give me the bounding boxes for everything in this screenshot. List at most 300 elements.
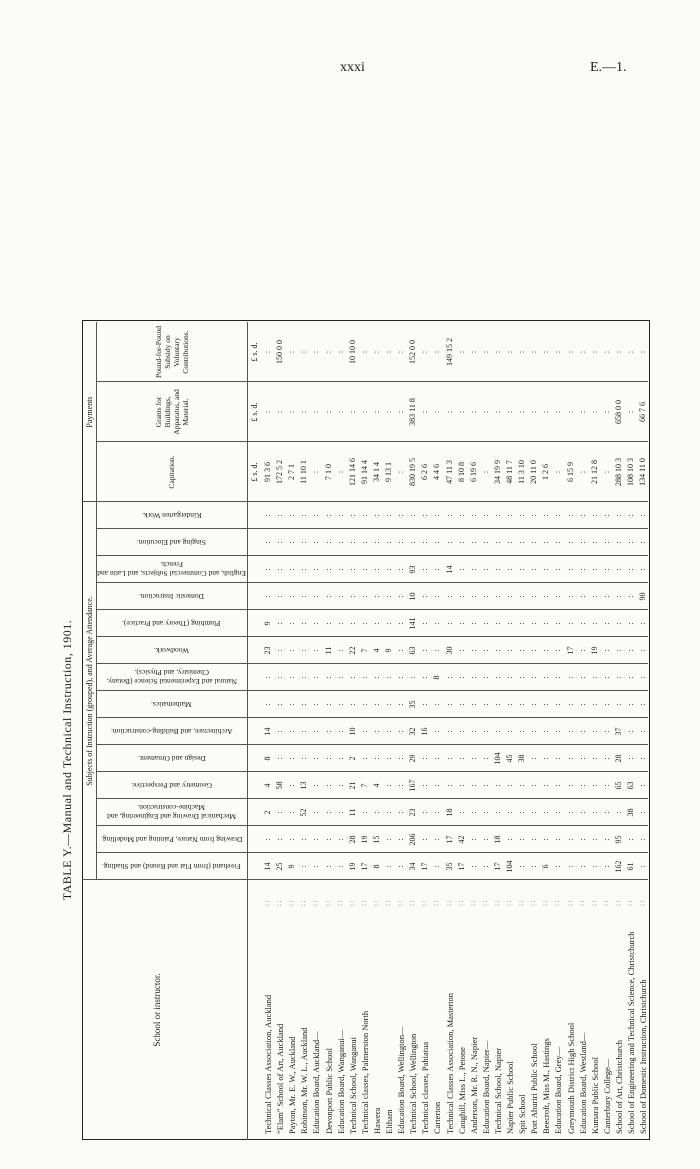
table-cell: : (577, 595, 587, 598)
table-cell: : (492, 595, 502, 598)
subjects-header: Subjects of Instruction (grouped), and Average Attendance. (85, 596, 94, 786)
table-cell: : (263, 568, 272, 571)
table-cell: : (553, 568, 563, 571)
table-cell: : (275, 649, 285, 652)
capitation-cell: 134 11 0 (638, 458, 648, 486)
table-cell: : (311, 811, 321, 814)
table-cell: : (444, 622, 454, 625)
table-cell: : (505, 811, 514, 814)
grant-cell: : (347, 410, 357, 414)
table-cell: : (323, 757, 333, 760)
table-cell: : (505, 622, 514, 625)
table-cell: : (589, 676, 599, 679)
table-cell: : (408, 541, 418, 544)
table-cell: : (480, 865, 490, 868)
capitation-cell: 8 10 8 (456, 462, 466, 482)
table-cell: : (420, 703, 430, 706)
table-cell: 35 (444, 862, 454, 871)
table-cell: : (468, 703, 478, 706)
capitation-cell: : (480, 470, 490, 474)
table-cell: 206 (408, 833, 418, 846)
table-cell: : (432, 811, 442, 814)
row-leader: : : (371, 900, 380, 906)
grant-cell: : (311, 410, 321, 414)
table-cell: : (299, 541, 309, 544)
column-header (96, 826, 247, 853)
table-cell: : (323, 595, 333, 598)
table-cell: : (565, 514, 575, 517)
table-cell: 52 (299, 808, 309, 817)
row-leader: : : (323, 900, 332, 906)
table-cell: 28 (347, 835, 357, 844)
table-cell: : (299, 622, 309, 625)
table-cell: 162 (613, 860, 623, 873)
row-leader: : : (613, 900, 622, 906)
table-cell: : (480, 514, 490, 517)
pound-cell: : (359, 350, 369, 354)
grant-cell: : (553, 410, 563, 414)
column-header-text: Woodwork. (153, 646, 190, 655)
table-cell: : (541, 541, 551, 544)
table-cell: : (553, 784, 563, 787)
row-leader: : : (638, 900, 647, 906)
table-cell: : (480, 730, 490, 733)
table-cell: : (323, 730, 333, 733)
table-cell: : (396, 757, 406, 760)
table-cell: : (456, 595, 466, 598)
table-cell: 23 (263, 646, 272, 655)
table-cell: : (456, 568, 466, 571)
school-header: School or instructor. (152, 973, 162, 1047)
row-leader: : : (432, 900, 441, 906)
capitation-cell: 11 3 10 (517, 460, 527, 484)
table-cell: : (275, 568, 285, 571)
column-header (96, 502, 247, 529)
pound-cell: 152 0 0 (408, 340, 418, 364)
table-cell: : (541, 703, 551, 706)
pound-cell: : (420, 350, 430, 354)
table-cell: 21 (347, 781, 357, 790)
capitation-cell: 48 11 7 (505, 460, 514, 484)
table-cell: : (517, 811, 527, 814)
table-cell: : (529, 649, 539, 652)
school-name: Technical School, Napier (492, 1047, 503, 1134)
table-cell: : (626, 676, 635, 679)
table-cell: : (626, 514, 635, 517)
table-cell: 45 (505, 754, 514, 763)
school-name: Payton, Mr. E. W., Auckland (287, 1036, 298, 1134)
table-cell: 11 (323, 646, 333, 655)
capitation-cell: 91 14 4 (359, 460, 369, 484)
table-cell: : (299, 649, 309, 652)
pound-cell: : (396, 350, 406, 354)
table-cell: : (626, 595, 635, 598)
table-cell: : (371, 514, 381, 517)
table-cell: : (517, 676, 527, 679)
table-cell: : (311, 649, 321, 652)
rotated-table-sheet (60, 100, 660, 1140)
row-leader: : : (287, 900, 296, 906)
table-cell: : (553, 811, 563, 814)
table-cell: 63 (626, 781, 635, 790)
table-cell: : (335, 730, 345, 733)
table-cell: : (601, 865, 611, 868)
pound-cell: : (323, 350, 333, 354)
table-cell: : (432, 730, 442, 733)
table-cell: : (335, 514, 345, 517)
pound-cell: : (299, 350, 309, 354)
table-cell: : (263, 595, 272, 598)
capitation-cell: 2 7 1 (287, 464, 297, 480)
row-leader: : : (589, 900, 598, 906)
table-cell: : (601, 676, 611, 679)
table-cell: : (626, 649, 635, 652)
table-cell: : (275, 703, 285, 706)
table-cell: : (299, 595, 309, 598)
grant-cell: : (626, 410, 635, 414)
row-leader: : : (299, 900, 308, 906)
table-cell: : (638, 838, 648, 841)
table-cell: : (287, 622, 297, 625)
table-cell: : (323, 784, 333, 787)
table-cell: 141 (408, 617, 418, 630)
capitation-cell: 21 12 8 (589, 460, 599, 484)
pound-cell: 150 0 0 (275, 340, 285, 364)
table-cell: : (589, 784, 599, 787)
capitation-cell: 91 3 6 (263, 462, 272, 482)
table-cell: : (359, 568, 369, 571)
table-cell: 23 (408, 808, 418, 817)
grant-cell: 66 7 6 (638, 402, 648, 422)
table-cell: : (432, 757, 442, 760)
capitation-cell: 121 14 6 (347, 458, 357, 486)
pound-cell: : (371, 350, 381, 354)
table-cell: : (589, 811, 599, 814)
table-cell: : (480, 757, 490, 760)
table-cell: : (468, 514, 478, 517)
table-cell: : (541, 568, 551, 571)
pound-cell: : (480, 350, 490, 354)
table-cell: : (626, 568, 635, 571)
table-cell: : (359, 622, 369, 625)
school-name: “Elam” School of Art, Auckland (275, 1023, 286, 1134)
table-cell: : (613, 676, 623, 679)
table-cell: : (287, 649, 297, 652)
table-cell: : (541, 757, 551, 760)
capitation-cell: 830 19 5 (408, 458, 418, 486)
table-cell: : (335, 595, 345, 598)
table-cell: : (275, 514, 285, 517)
table-cell: 15 (371, 835, 381, 844)
table-cell: : (335, 838, 345, 841)
grant-cell: 383 11 8 (408, 398, 418, 426)
table-cell: : (565, 568, 575, 571)
table-cell: : (577, 541, 587, 544)
school-name: Spit School (517, 1094, 528, 1134)
row-leader: : : (468, 900, 477, 906)
table-cell: : (384, 676, 393, 679)
column-header-text: Mathematics. (151, 700, 192, 709)
table-cell: : (287, 811, 297, 814)
table-cell: : (638, 568, 648, 571)
table-cell: : (384, 541, 393, 544)
table-cell: : (541, 622, 551, 625)
table-cell: : (492, 649, 502, 652)
table-cell: : (420, 649, 430, 652)
pound-cell: : (468, 350, 478, 354)
pound-cell: : (541, 350, 551, 354)
table-cell: : (529, 568, 539, 571)
row-leader: : : (347, 900, 356, 906)
table-cell: : (505, 649, 514, 652)
table-cell: : (492, 622, 502, 625)
table-cell: 104 (505, 860, 514, 873)
pound-cell: : (432, 350, 442, 354)
pound-cell: : (638, 350, 648, 354)
table-cell: : (335, 811, 345, 814)
table-cell: : (384, 784, 393, 787)
table-cell: : (565, 865, 575, 868)
grant-cell: 658 0 0 (613, 400, 623, 424)
table-cell: : (335, 865, 345, 868)
table-cell: : (468, 649, 478, 652)
table-cell: : (396, 838, 406, 841)
table-cell: : (263, 838, 272, 841)
table-cell: : (589, 730, 599, 733)
grant-cell: : (517, 410, 527, 414)
table-cell: 14 (263, 862, 272, 871)
row-leader: : : (517, 900, 526, 906)
table-cell: : (359, 541, 369, 544)
table-cell: : (287, 757, 297, 760)
school-name: Education Board, Westland— (577, 1032, 588, 1134)
table-cell: 8 (371, 864, 381, 869)
table-cell: : (456, 622, 466, 625)
table-cell: : (638, 649, 648, 652)
table-cell: : (565, 703, 575, 706)
table-cell: : (275, 730, 285, 733)
table-cell: : (492, 730, 502, 733)
table-cell: : (323, 838, 333, 841)
row-leader: : : (529, 900, 538, 906)
table-cell: : (553, 838, 563, 841)
header-rule (247, 322, 248, 1140)
table-cell: : (396, 595, 406, 598)
table-cell: : (444, 784, 454, 787)
table-cell: : (444, 595, 454, 598)
column-header-text: English, and Commercial Subjects, and Latin and French. (97, 560, 246, 579)
capitation-cell: 108 10 3 (626, 458, 635, 486)
table-cell: : (311, 676, 321, 679)
table-cell: : (626, 730, 635, 733)
table-cell: : (335, 757, 345, 760)
school-name: Education Board, Grey— (553, 1046, 564, 1134)
table-cell: : (565, 676, 575, 679)
capitation-cell: : (335, 470, 345, 474)
row-leader: : : (492, 900, 501, 906)
table-cell: : (517, 784, 527, 787)
table-cell: : (299, 676, 309, 679)
table-cell: : (287, 568, 297, 571)
pound-cell: : (553, 350, 563, 354)
table-cell: 6 (541, 864, 551, 869)
grant-cell: : (323, 410, 333, 414)
table-cell: : (480, 649, 490, 652)
capitation-cell: 34 19 9 (492, 460, 502, 484)
table-cell: : (420, 568, 430, 571)
table-cell: : (577, 865, 587, 868)
table-cell: : (396, 622, 406, 625)
table-cell: 19 (589, 646, 599, 655)
table-cell: : (359, 514, 369, 517)
school-name: Technical classes, Pahiatua (420, 1041, 431, 1134)
table-cell: : (311, 730, 321, 733)
capitation-cell: 6 2 6 (420, 464, 430, 480)
capitation-cell: : (311, 470, 321, 474)
table-cell: 17 (456, 862, 466, 871)
column-header (96, 322, 247, 382)
table-cell: : (517, 595, 527, 598)
table-cell: : (432, 649, 442, 652)
table-cell: : (468, 541, 478, 544)
pound-cell: : (601, 350, 611, 354)
grant-cell: : (335, 410, 345, 414)
column-header (96, 637, 247, 664)
table-cell: : (613, 649, 623, 652)
money-units: £ s. d. (250, 402, 259, 422)
table-cell: : (323, 865, 333, 868)
table-cell: : (371, 595, 381, 598)
table-cell: : (432, 568, 442, 571)
table-cell: : (577, 676, 587, 679)
table-cell: : (626, 757, 635, 760)
table-cell: 17 (444, 835, 454, 844)
table-cell: : (323, 514, 333, 517)
table-cell: : (480, 622, 490, 625)
column-header (96, 853, 247, 880)
school-name: Anderson, Mr. R. N., Napier (468, 1036, 479, 1134)
column-header (96, 610, 247, 637)
table-cell: : (371, 703, 381, 706)
pound-cell: : (384, 350, 393, 354)
table-cell: : (396, 865, 406, 868)
grant-cell: : (359, 410, 369, 414)
table-cell: 8 (263, 756, 272, 761)
capitation-cell: 1 2 6 (541, 464, 551, 480)
table-cell: : (577, 757, 587, 760)
table-cell: : (299, 838, 309, 841)
table-cell: : (480, 676, 490, 679)
grant-cell: : (601, 410, 611, 414)
table-cell: : (311, 865, 321, 868)
table-cell: 4 (371, 783, 381, 788)
table-cell: : (444, 730, 454, 733)
row-leader: : : (456, 900, 465, 906)
table-cell: : (565, 622, 575, 625)
page-number: xxxi (340, 60, 365, 75)
table-cell: : (444, 676, 454, 679)
table-cell: : (371, 568, 381, 571)
table-cell: : (384, 622, 393, 625)
grant-cell: : (541, 410, 551, 414)
table-cell: : (492, 676, 502, 679)
table-cell: : (287, 514, 297, 517)
table-cell: : (335, 541, 345, 544)
capitation-cell: : (577, 470, 587, 474)
table-cell: : (553, 865, 563, 868)
table-cell: : (323, 541, 333, 544)
table-cell: : (480, 568, 490, 571)
table-cell: 25 (275, 862, 285, 871)
table-cell: : (444, 514, 454, 517)
table-cell: : (638, 757, 648, 760)
table-cell: 19 (347, 862, 357, 871)
table-cell: : (384, 757, 393, 760)
table-cell: : (613, 811, 623, 814)
column-header-text: Plumbing (Theory and Practice). (122, 619, 221, 628)
table-cell: : (299, 514, 309, 517)
grant-cell: : (529, 410, 539, 414)
table-cell: : (541, 595, 551, 598)
pound-cell: : (263, 350, 272, 354)
row-leader: : : (480, 900, 489, 906)
table-cell: : (335, 622, 345, 625)
pound-cell: : (287, 350, 297, 354)
table-cell: : (263, 676, 272, 679)
grant-cell: : (371, 410, 381, 414)
table-cell: : (638, 703, 648, 706)
grant-cell: : (299, 410, 309, 414)
table-cell: : (468, 838, 478, 841)
column-header-text: Pound-for-Pound Subsidy on Voluntary Contributions. (153, 326, 190, 378)
pound-cell: : (456, 350, 466, 354)
capitation-cell: : (553, 470, 563, 474)
pound-cell: : (626, 350, 635, 354)
row-leader: : : (384, 900, 392, 906)
table-cell: : (529, 514, 539, 517)
table-cell: : (613, 568, 623, 571)
table-cell: : (553, 703, 563, 706)
table-cell: : (553, 595, 563, 598)
table-cell: 38 (626, 808, 635, 817)
table-cell: : (359, 811, 369, 814)
table-cell: : (384, 595, 393, 598)
table-cell: : (384, 514, 393, 517)
capitation-cell: : (601, 470, 611, 474)
table-cell: : (371, 541, 381, 544)
table-cell: 95 (613, 835, 623, 844)
table-cell: 58 (275, 781, 285, 790)
table-cell: : (275, 676, 285, 679)
school-name: Education Board, Auckland— (311, 1031, 322, 1134)
column-header (96, 691, 247, 718)
table-cell: : (480, 838, 490, 841)
table-cell: : (432, 622, 442, 625)
grant-cell: : (384, 410, 393, 414)
table-cell: 4 (263, 783, 272, 788)
table-cell: : (638, 784, 648, 787)
table-cell: : (480, 541, 490, 544)
school-name: Technical School, Wanganui (347, 1037, 358, 1134)
table-cell: : (347, 514, 357, 517)
table-cell: : (517, 649, 527, 652)
table-cell: : (432, 703, 442, 706)
table-cell: : (529, 622, 539, 625)
table-cell: : (335, 703, 345, 706)
table-cell: : (613, 595, 623, 598)
column-header-text: Mechanical Drawing and Engineering, and Machine-construction. (107, 803, 236, 822)
table-cell: : (299, 568, 309, 571)
